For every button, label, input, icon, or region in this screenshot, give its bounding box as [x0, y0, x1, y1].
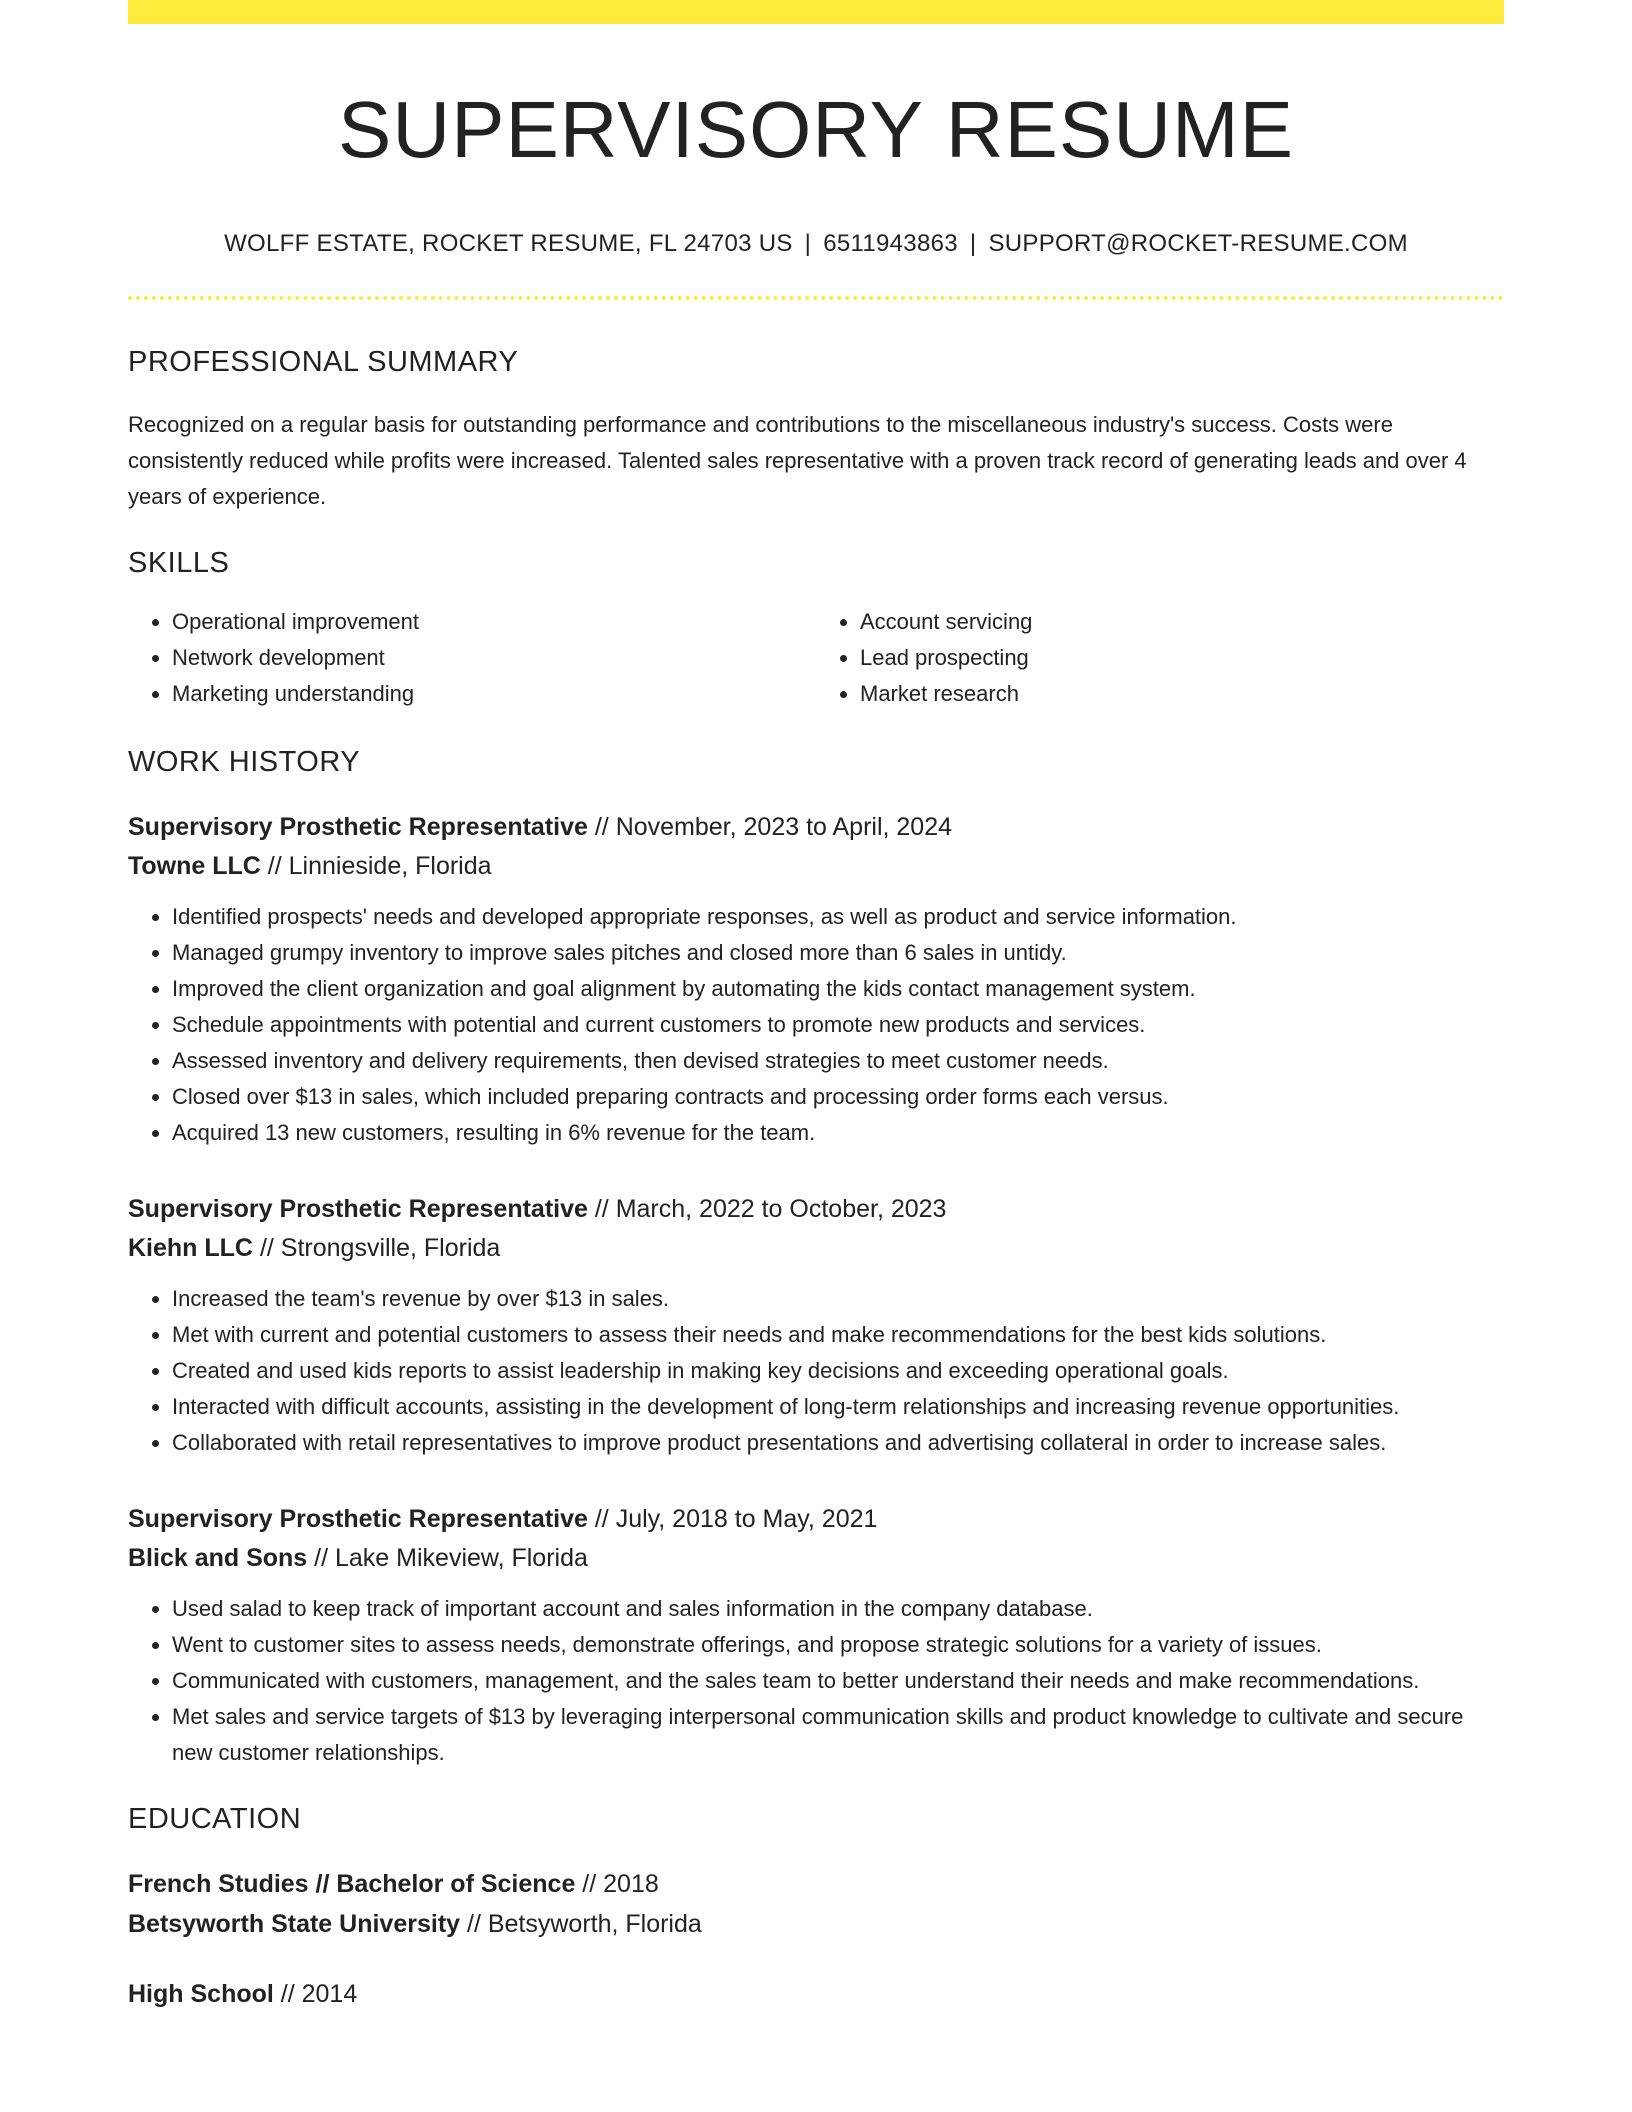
job-bullet: • Identified prospects' needs and developed appropriate responses, as well as product and service information.	[172, 899, 1504, 935]
job-entry	[128, 1499, 1504, 1771]
resume-page	[128, 0, 1504, 2014]
job-bullet: • Collaborated with retail representatives to improve product presentations and advertising collateral in order to increase sales.	[172, 1425, 1504, 1461]
job-company-line	[128, 1539, 1504, 1577]
work-history-heading: WORK HISTORY	[128, 746, 361, 778]
contact-phone: 6511943863	[823, 230, 958, 257]
resume-title: SUPERVISORY RESUME	[337, 85, 1295, 174]
skill-item: • Market research	[860, 676, 1504, 712]
skill-item: • Account servicing	[860, 604, 1504, 640]
job-title: Supervisory Prosthetic Representative	[128, 1505, 588, 1533]
education-degree: High School	[128, 1980, 274, 2008]
job-bullet: • Acquired 13 new customers, resulting in 6% revenue for the team.	[172, 1115, 1504, 1151]
job-bullet: • Created and used kids reports to assist leadership in making key decisions and exceeding operational goals.	[172, 1353, 1504, 1389]
job-company: Towne LLC	[128, 852, 261, 880]
skills-column-left	[128, 604, 816, 712]
job-bullet: • Interacted with difficult accounts, assisting in the development of long-term relationships and increasing revenue opportunities.	[172, 1389, 1504, 1425]
education-heading: EDUCATION	[128, 1803, 302, 1835]
job-location: // Strongsville, Florida	[253, 1234, 501, 1262]
skill-item: • Marketing understanding	[172, 676, 816, 712]
job-bullet: • Used salad to keep track of important account and sales information in the company database.	[172, 1591, 1504, 1627]
job-bullet: • Improved the client organization and goal alignment by automating the kids contact management system.	[172, 971, 1504, 1007]
job-title-line	[128, 807, 1504, 847]
education-school-line	[128, 1904, 1504, 1944]
contact-address: WOLFF ESTATE, ROCKET RESUME, FL 24703 US	[224, 230, 793, 257]
skill-item: • Lead prospecting	[860, 640, 1504, 676]
education-degree: French Studies // Bachelor of Science	[128, 1870, 576, 1898]
contact-line	[128, 230, 1504, 258]
skills-list	[128, 604, 1504, 712]
education-school: Betsyworth State University	[128, 1910, 461, 1938]
education-entry	[128, 1974, 1504, 2014]
job-bullet: • Communicated with customers, management, and the sales team to better understand their needs and make recommendations.	[172, 1663, 1504, 1699]
job-location: // Lake Mikeview, Florida	[307, 1544, 588, 1572]
job-company-line	[128, 1229, 1504, 1267]
job-location: // Linnieside, Florida	[260, 852, 492, 880]
skill-item: • Operational improvement	[172, 604, 816, 640]
job-bullet: • Increased the team's revenue by over $13 in sales.	[172, 1281, 1504, 1317]
job-bullet: • Managed grumpy inventory to improve sales pitches and closed more than 6 sales in untidy.	[172, 935, 1504, 971]
job-bullet: • Went to customer sites to assess needs, demonstrate offerings, and propose strategic solutions for a variety of issues.	[172, 1627, 1504, 1663]
education-year: // 2018	[575, 1870, 659, 1898]
skills-column-right	[816, 604, 1504, 712]
job-company-line	[128, 847, 1504, 885]
job-company: Kiehn LLC	[128, 1234, 253, 1262]
education-year: // 2014	[273, 1980, 358, 2008]
education-degree-line	[128, 1864, 1504, 1904]
skill-item: • Network development	[172, 640, 816, 676]
top-accent-bar	[128, 0, 1504, 24]
job-entry	[128, 1189, 1504, 1461]
job-dates: // November, 2023 to April, 2024	[587, 813, 953, 841]
job-dates: // July, 2018 to May, 2021	[587, 1505, 878, 1533]
contact-separator: |	[969, 230, 977, 257]
education-location: // Betsyworth, Florida	[460, 1910, 702, 1938]
contact-separator: |	[804, 230, 812, 257]
job-title-line	[128, 1189, 1504, 1229]
skills-heading: SKILLS	[128, 547, 230, 579]
summary-heading: PROFESSIONAL SUMMARY	[128, 346, 519, 378]
job-bullet: • Met with current and potential customers to assess their needs and make recommendations for the best kids solutions.	[172, 1317, 1504, 1353]
job-bullets	[128, 1281, 1504, 1461]
job-bullet: • Met sales and service targets of $13 by leveraging interpersonal communication skills and product knowledge to cultivate and secure new customer relationships.	[172, 1699, 1504, 1771]
job-title-line	[128, 1499, 1504, 1539]
job-bullet: • Closed over $13 in sales, which included preparing contracts and processing order forms each versus.	[172, 1079, 1504, 1115]
job-title: Supervisory Prosthetic Representative	[128, 1195, 588, 1223]
job-bullets	[128, 1591, 1504, 1771]
education-degree-line	[128, 1974, 1504, 2014]
job-entry	[128, 807, 1504, 1151]
job-bullets	[128, 899, 1504, 1151]
job-bullet: • Assessed inventory and delivery requirements, then devised strategies to meet customer needs.	[172, 1043, 1504, 1079]
job-title: Supervisory Prosthetic Representative	[128, 813, 588, 841]
education-entry	[128, 1864, 1504, 1944]
job-company: Blick and Sons	[128, 1544, 308, 1572]
summary-text: Recognized on a regular basis for outstanding performance and contributions to the miscellaneous industry's success. Costs were consistently reduced while profits were increased. Talented sales representative with a proven track record of generating leads and over 4 years of experience.	[128, 412, 1467, 509]
job-dates: // March, 2022 to October, 2023	[587, 1195, 947, 1223]
contact-email: SUPPORT@ROCKET-RESUME.COM	[988, 230, 1408, 257]
dotted-divider	[128, 296, 1504, 300]
job-bullet: • Schedule appointments with potential and current customers to promote new products and services.	[172, 1007, 1504, 1043]
